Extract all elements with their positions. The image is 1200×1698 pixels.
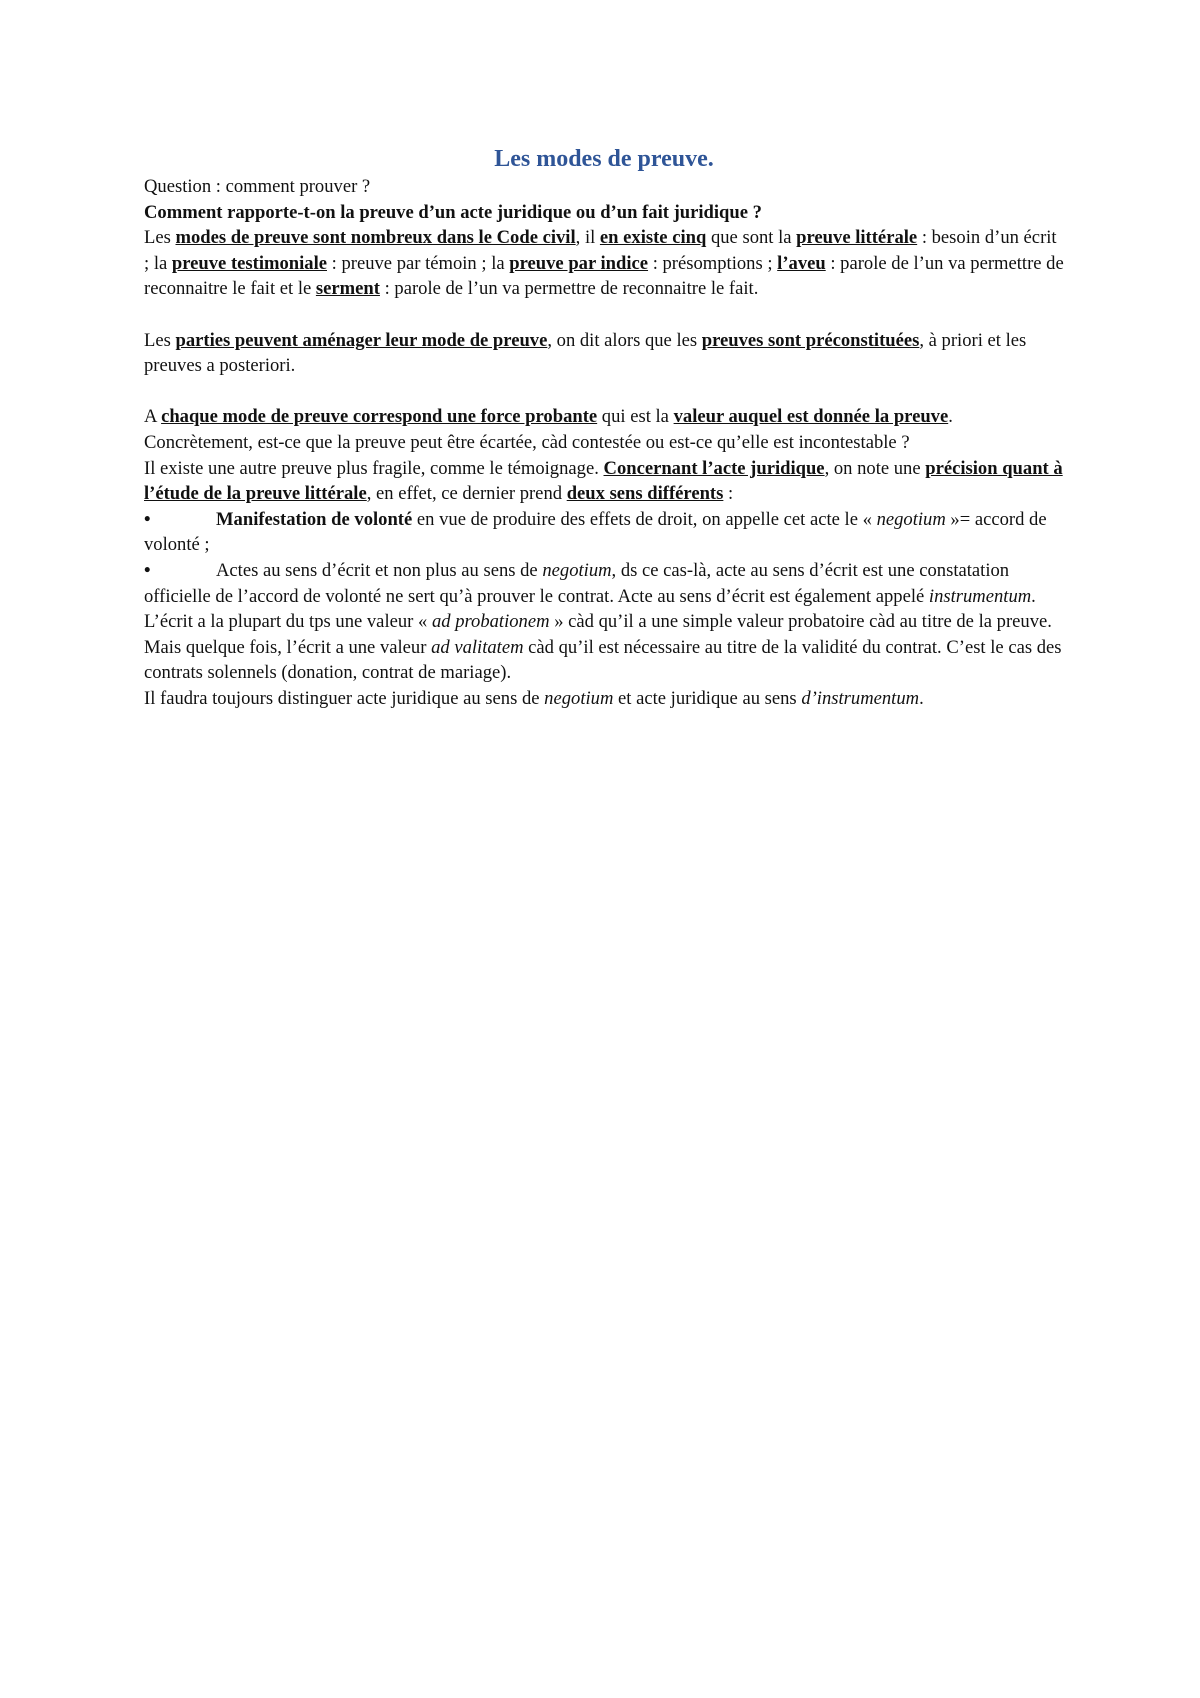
text-run: : besoin d’un écrit ; la bbox=[144, 227, 1057, 274]
italic-run: ad valitatem bbox=[431, 636, 524, 658]
paragraph-distinguer bbox=[144, 686, 1064, 712]
italic-run: ad probationem bbox=[431, 611, 550, 633]
text-run: : présomptions ; bbox=[648, 252, 778, 274]
bold-run: Manifestation de volonté bbox=[216, 508, 413, 530]
underlined-run: en existe cinq bbox=[599, 227, 707, 249]
text-run: Il existe une autre preuve plus fragile, comme le témoignage. bbox=[144, 457, 604, 479]
text-run: càd qu’il est nécessaire au titre de la validité du contrat. C’est le cas des contrats solennels (donation, contrat de mariage). bbox=[144, 636, 1062, 684]
blank-line bbox=[144, 379, 1064, 405]
text-run: : bbox=[723, 483, 734, 505]
italic-run: negotium bbox=[876, 508, 946, 530]
underlined-run: deux sens différents bbox=[566, 483, 724, 505]
text-run: : parole de l’un va permettre de reconnaitre le fait. bbox=[379, 278, 759, 300]
text-run: » càd qu’il a une simple valeur probatoire càd au titre de la preuve. Mais quelque fois, l’écrit a une valeur bbox=[144, 611, 1052, 658]
text-run: »= accord de volonté ; bbox=[144, 508, 1047, 556]
bold-question: Comment rapporte-t-on la preuve d’un acte juridique ou d’un fait juridique ? bbox=[144, 201, 762, 223]
document-body bbox=[144, 142, 1064, 711]
text-run: : preuve par témoin ; la bbox=[327, 252, 510, 274]
blank-line bbox=[144, 302, 1064, 328]
text-run: Actes au sens d’écrit et non plus au sens de bbox=[216, 559, 543, 581]
underlined-run: parties peuvent aménager leur mode de preuve bbox=[175, 329, 548, 351]
underlined-run: précision quant à l’étude de la preuve littérale bbox=[144, 457, 1063, 505]
text-run: . L’écrit a la plupart du tps une valeur « bbox=[144, 585, 1036, 633]
bullet-icon: • bbox=[144, 559, 151, 581]
text-run: en vue de produire des effets de droit, on appelle cet acte le « bbox=[412, 508, 877, 530]
underlined-run: preuve littérale bbox=[796, 227, 918, 249]
text-run: , il bbox=[575, 227, 600, 249]
underlined-run: preuves sont préconstituées bbox=[701, 329, 920, 351]
bullet-item-manifestation bbox=[144, 507, 1064, 558]
question-line: Question : comment prouver ? bbox=[144, 176, 371, 197]
text-run: , en effet, ce dernier prend bbox=[366, 483, 567, 505]
paragraph-acte-juridique bbox=[144, 456, 1064, 507]
text-run: et acte juridique au sens bbox=[613, 687, 802, 709]
text-run: , on dit alors que les bbox=[547, 329, 702, 351]
text-run: , on note une bbox=[824, 457, 926, 479]
underlined-run: modes de preuve sont nombreux dans le Code civil bbox=[175, 227, 576, 249]
underlined-run: preuve par indice bbox=[509, 252, 649, 274]
underlined-run: chaque mode de preuve correspond une force probante bbox=[161, 406, 598, 428]
paragraph-modes bbox=[144, 225, 1064, 302]
text-run: Les bbox=[144, 329, 176, 351]
text-run: Les bbox=[144, 227, 176, 249]
text-run: qui est la bbox=[597, 406, 674, 428]
text-run: , ds ce cas-là, acte au sens d’écrit est une constatation officielle de l’accord de volonté ne sert qu’à prouver le contrat. Acte au sens d’écrit est également appelé bbox=[144, 559, 1010, 607]
text-run: , à priori et les preuves a posteriori. bbox=[144, 329, 1027, 377]
underlined-run: Concernant l’acte juridique bbox=[603, 457, 825, 479]
page-title: Les modes de preuve. bbox=[494, 146, 714, 172]
italic-run: instrumentum bbox=[928, 585, 1032, 607]
italic-run: negotium bbox=[542, 559, 612, 581]
text-run: A bbox=[144, 406, 162, 428]
underlined-run: l’aveu bbox=[777, 252, 826, 274]
underlined-run: preuve testimoniale bbox=[171, 252, 327, 274]
text-run: : parole de l’un va permettre de reconnaitre le fait et le bbox=[144, 252, 1064, 300]
italic-run: negotium bbox=[544, 687, 614, 709]
bullet-icon: • bbox=[144, 508, 151, 530]
paragraph-force-probante bbox=[144, 404, 1064, 455]
text-run: . Concrètement, est-ce que la preuve peut être écartée, càd contestée ou est-ce qu’elle est incontestable ? bbox=[144, 406, 953, 453]
text-run: Il faudra toujours distinguer acte juridique au sens de bbox=[144, 687, 545, 709]
underlined-run: serment bbox=[315, 278, 380, 300]
paragraph-parties bbox=[144, 328, 1064, 379]
underlined-run: valeur auquel est donnée la preuve bbox=[673, 406, 949, 428]
text-run: que sont la bbox=[706, 227, 797, 249]
bullet-item-actes bbox=[144, 558, 1064, 686]
italic-run: d’instrumentum bbox=[801, 687, 920, 709]
text-run: . bbox=[919, 687, 924, 709]
